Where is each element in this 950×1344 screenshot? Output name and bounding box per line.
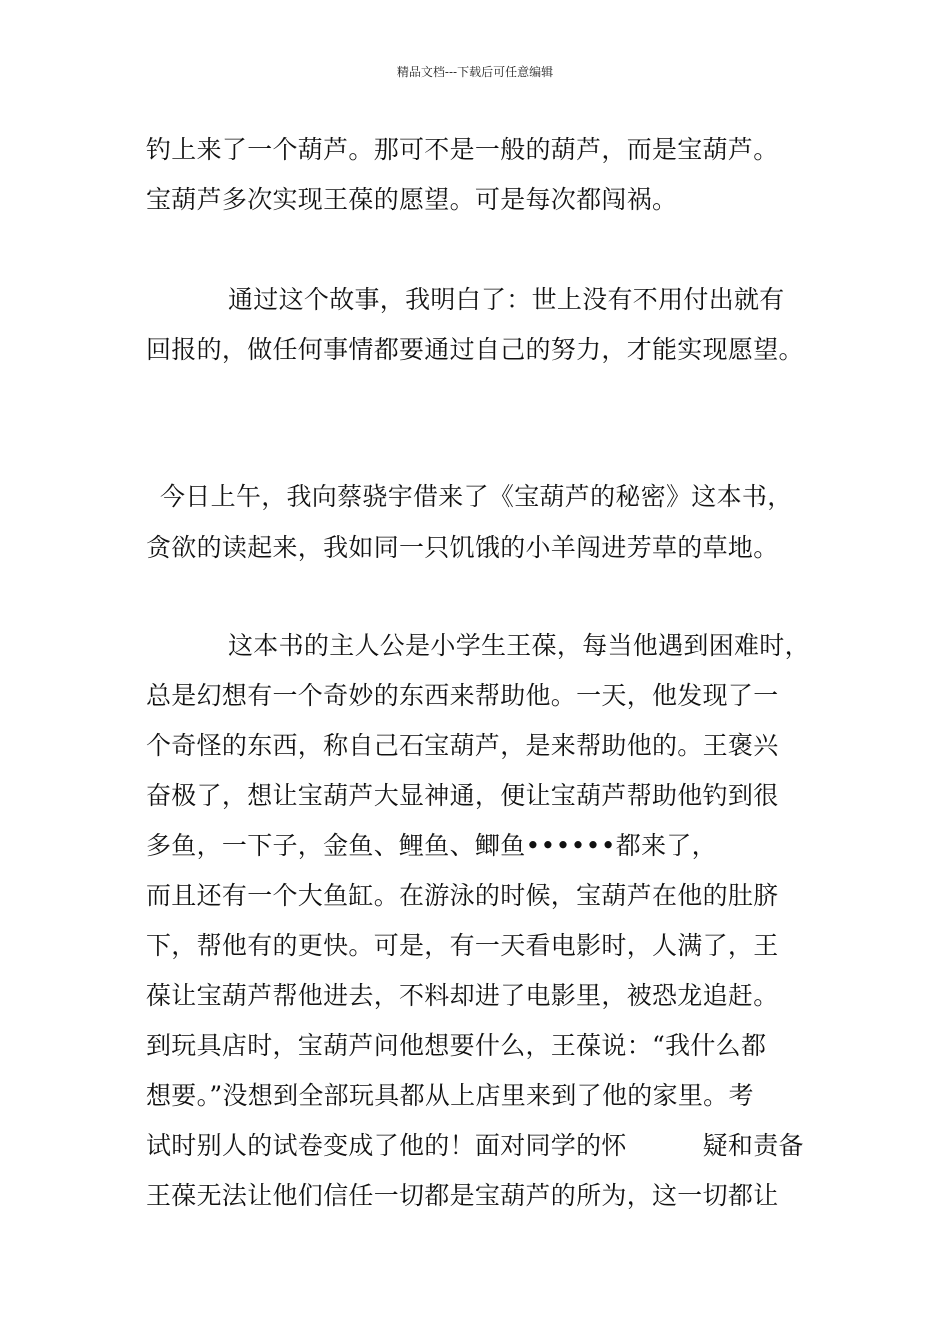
body-text-line: 下，帮他有的更快。可是，有一天看电影时，人满了，王 xyxy=(146,931,779,960)
body-text-line: 到玩具店时，宝葫芦问他想要什么，王葆说：“我什么都 xyxy=(146,1031,767,1060)
body-text-line: 葆让宝葫芦帮他进去，不料却进了电影里，被恐龙追赶。 xyxy=(146,981,779,1010)
page-header: 精品文档---下载后可任意编辑 xyxy=(396,65,554,79)
body-text-line: 奋极了，想让宝葫芦大显神通，便让宝葫芦帮助他钓到很 xyxy=(146,781,779,810)
body-text-line: 而且还有一个大鱼缸。在游泳的时候，宝葫芦在他的肚脐 xyxy=(146,881,779,910)
body-text-line: 这本书的主人公是小学生王葆，每当他遇到困难时， xyxy=(228,631,810,660)
body-text-line: 宝葫芦多次实现王葆的愿望。可是每次都闯祸。 xyxy=(146,185,678,214)
body-text-line: 试时别人的试卷变成了他的！面对同学的怀 疑和责备 xyxy=(146,1131,804,1160)
body-text-line: 钓上来了一个葫芦。那可不是一般的葫芦，而是宝葫芦。 xyxy=(146,135,779,164)
body-text-line: 通过这个故事，我明白了：世上没有不用付出就有 xyxy=(228,285,785,314)
body-text-line: 王葆无法让他们信任一切都是宝葫芦的所为，这一切都让 xyxy=(146,1181,779,1210)
body-text-line: 贪欲的读起来，我如同一只饥饿的小羊闯进芳草的草地。 xyxy=(146,533,779,562)
body-text-line: 个奇怪的东西，称自己石宝葫芦，是来帮助他的。王褒兴 xyxy=(146,731,779,760)
body-text-line: 回报的，做任何事情都要通过自己的努力，才能实现愿望。 xyxy=(146,335,804,364)
body-text-line: 想要。”没想到全部玩具都从上店里来到了他的家里。考 xyxy=(146,1081,754,1110)
body-text-line: 总是幻想有一个奇妙的东西来帮助他。一天，他发现了一 xyxy=(146,681,779,710)
body-text-line: 多鱼，一下子，金鱼、鲤鱼、鲫鱼••••••都来了， xyxy=(146,831,717,860)
body-text-line: 今日上午，我向蔡骁宇借来了《宝葫芦的秘密》这本书， xyxy=(160,482,793,511)
